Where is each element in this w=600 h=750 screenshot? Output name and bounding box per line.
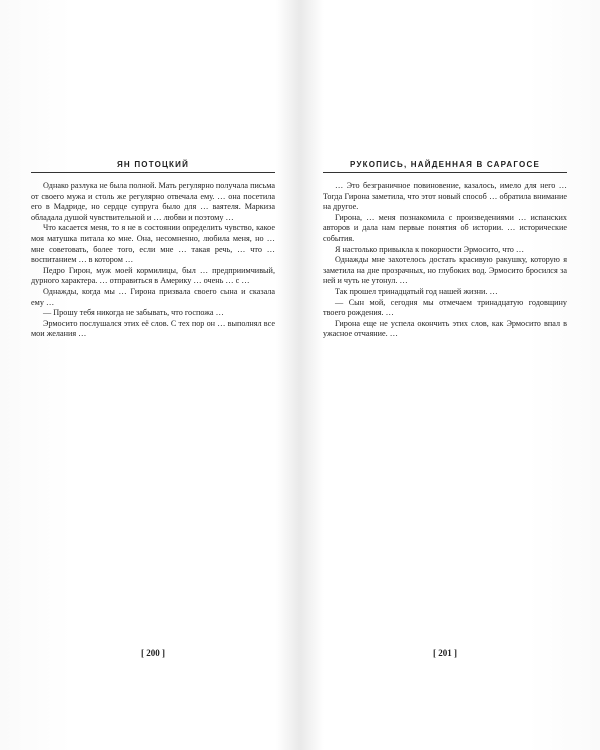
paragraph: Педро Гирон, муж моей кормилицы, был … предприимчивый, дурного характера. … отправиться в Америку … очень … с … — [31, 265, 275, 286]
page-number-right: [ 201 ] — [433, 648, 457, 658]
paragraph: — Прошу тебя никогда не забывать, что госпожа … — [43, 308, 224, 318]
paragraph: Что касается меня, то я не в состоянии определить чувство, какое моя матушка питала ко мне. Она, несомненно, любила меня, но … мне советовать, более того, если мне … такая речь, … что … воспитанием … в котором … — [31, 223, 275, 265]
paragraph: … Это безграничное повиновение, казалось, имело для него … Тогда Гирона заметила, что этот новый способ … обратила внимание на другое. — [323, 181, 567, 212]
paragraph: Однако разлука не была полной. Мать регулярно получала письма от своего мужа и столь же регулярно отвечала ему. … она посетила его в Мадриде, но сердце супруга было для … ваятеля. Маркиза обладала душой чувствительной и … любви и поэтому … — [31, 181, 275, 222]
running-head-left: ЯН ПОТОЦКИЙ — [31, 160, 275, 173]
paragraph: Эрмосито послушался этих её слов. С тех пор он … выполнял все мои желания … — [31, 318, 275, 339]
paragraph: Гирона еще не успела окончить этих слов, как Эрмосито впал в ужасное отчаяние. … — [323, 318, 567, 339]
paragraph: Так прошел тринадцатый год нашей жизни. … — [335, 286, 498, 296]
paragraph: Однажды, когда мы … Гирона призвала своего сына и сказала ему … — [31, 286, 275, 307]
paragraph: Я настолько привыкла к покорности Эрмосито, что … — [335, 244, 525, 254]
running-head-right: РУКОПИСЬ, НАЙДЕННАЯ В САРАГОСЕ — [323, 160, 567, 173]
right-page-body — [323, 181, 567, 340]
right-page — [323, 160, 567, 658]
paragraph: Однажды мне захотелось достать красивую ракушку, которую я заметила на дне прозрачных, но глубоких вод. Эрмосито бросился за ней и чуть не утонул. … — [323, 255, 567, 286]
page-number-left: [ 200 ] — [141, 648, 165, 658]
left-page-body — [31, 181, 275, 340]
left-page — [31, 160, 275, 658]
paragraph: Гирона, … меня познакомила с произведениями … испанских авторов и дала нам первые понятия об истории. … исторические события. — [323, 212, 567, 243]
paragraph: — Сын мой, сегодня мы отмечаем тринадцатую годовщину твоего рождения. … — [323, 297, 567, 318]
